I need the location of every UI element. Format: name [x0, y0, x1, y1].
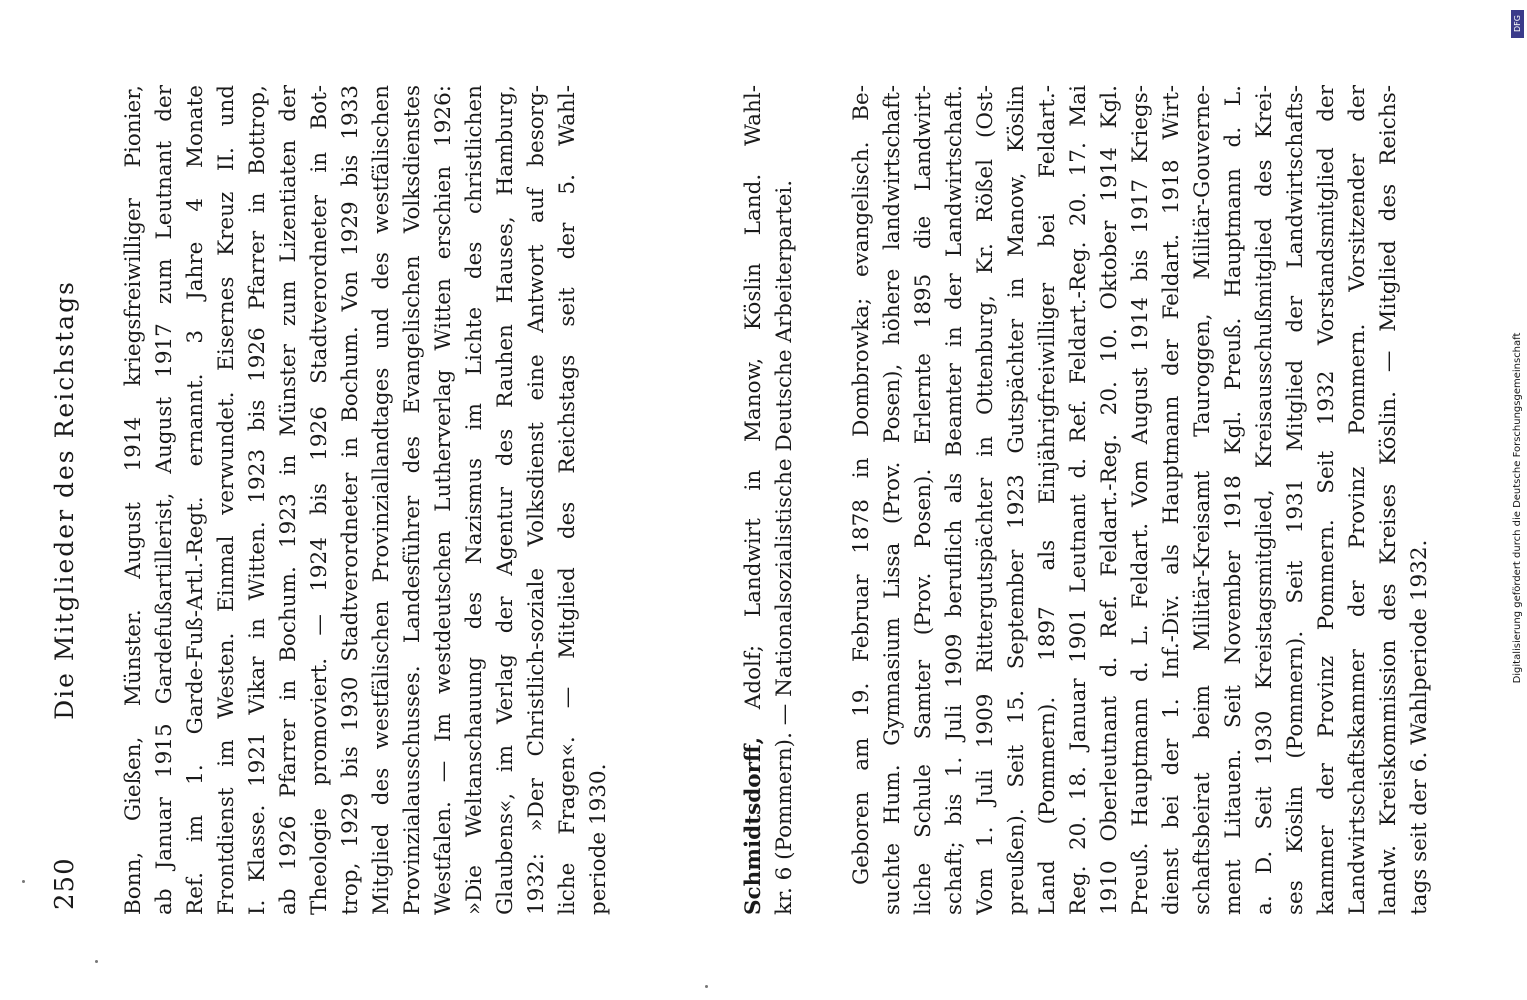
- text-line: periode 1930.: [586, 763, 611, 915]
- scan-speck: [95, 960, 98, 963]
- entry-heading-line2: kr. 6 (Pommern). — Nationalsozialistische Deutsche Arbeiterpartei.: [772, 179, 797, 915]
- scan-speck: [22, 880, 25, 883]
- text-line: ses Köslin (Pommern). Seit 1931 Mitglied der Landwirtschafts-: [1283, 85, 1308, 915]
- text-line: Reg. 20. 18. Januar 1901 Leutnant d. Ref. Feldart.-Reg. 20. 17. Mai: [1066, 85, 1091, 915]
- text-line: a. D. Seit 1930 Kreistagsmitglied, Kreisausschußmitglied des Krei-: [1252, 85, 1277, 915]
- text-line: »Die Weltanschauung des Nazismus im Lichte des christlichen: [462, 85, 487, 915]
- entry-schmidtsdorff: [738, 85, 1435, 915]
- heading-text: Adolf; Landwirt in Manow, Köslin Land. Wahl-: [741, 85, 766, 737]
- text-line: Frontdienst im Westen. Einmal verwundet. Eisernes Kreuz II. und: [214, 85, 239, 915]
- text-line: Geboren am 19. Februar 1878 in Dombrowka; evangelisch. Be-: [849, 85, 874, 885]
- digitization-note: Digitalisierung gefördert durch die Deutsche Forschungsgemeinschaft: [1512, 332, 1523, 684]
- text-line: Landwirtschaftskammer der Provinz Pommern. Vorsitzender der: [1345, 85, 1370, 915]
- text-line: Bonn, Gießen, Münster. August 1914 kriegsfreiwilliger Pionier,: [121, 85, 146, 915]
- text-line: Vom 1. Juli 1909 Rittergutspächter in Ottenburg, Kr. Rößel (Ost-: [973, 85, 998, 915]
- page-number: 250: [50, 857, 80, 910]
- text-line: liche Schule Samter (Prov. Posen). Erlernte 1895 die Landwirt-: [911, 85, 936, 915]
- text-line: Provinzialausschusses. Landesführer des Evangelischen Volksdienstes: [400, 85, 425, 915]
- member-name: Schmidtsdorff,: [741, 736, 766, 915]
- text-line: 1910 Oberleutnant d. Ref. Feldart.-Reg. 20. 10. Oktober 1914 Kgl.: [1097, 85, 1122, 915]
- text-line: Preuß. Hauptmann d. L. Feldart. Vom August 1914 bis 1917 Kriegs-: [1128, 85, 1153, 915]
- text-line: schaft; bis 1. Juli 1909 beruflich als Beamter in der Landwirtschaft.: [942, 85, 967, 915]
- running-title: Die Mitglieder des Reichstags: [50, 280, 79, 720]
- text-line: I. Klasse. 1921 Vikar in Witten. 1923 bis 1926 Pfarrer in Bottrop,: [245, 85, 270, 915]
- text-line: 1932: »Der Christlich-soziale Volksdienst eine Antwort auf besorg-: [524, 85, 549, 915]
- text-line: liche Fragen«. — Mitglied des Reichstags seit der 5. Wahl-: [555, 85, 580, 915]
- dfg-logo: DFG: [1511, 10, 1524, 38]
- text-line: landw. Kreiskommission des Kreises Köslin. — Mitglied des Reichs-: [1376, 85, 1401, 915]
- text-line: Land (Pommern). 1897 als Einjährigfreiwilliger bei Feldart.-: [1035, 85, 1060, 915]
- scan-speck: [705, 985, 708, 988]
- text-line: Theologie promoviert. — 1924 bis 1926 Stadtverordneter in Bot-: [307, 85, 332, 915]
- text-line: Westfalen. — Im westdeutschen Lutherverlag Witten erschien 1926:: [431, 85, 456, 915]
- text-line: schaftsbeirat beim Militär-Kreisamt Tauroggen, Militär-Gouverne-: [1190, 85, 1215, 915]
- text-line: trop, 1929 bis 1930 Stadtverordneter in Bochum. Von 1929 bis 1933: [338, 85, 363, 915]
- text-line: Glaubens«, im Verlag der Agentur des Rauhen Hauses, Hamburg,: [493, 85, 518, 915]
- entry-heading: [738, 85, 769, 915]
- text-line: suchte Hum. Gymnasium Lissa (Prov. Posen), höhere landwirtschaft-: [880, 85, 905, 915]
- text-line: Ref. im 1. Garde-Fuß-Artl.-Regt. ernannt. 3 Jahre 4 Monate: [183, 85, 208, 915]
- text-line: ment Litauen. Seit November 1918 Kgl. Preuß. Hauptmann d. L.: [1221, 85, 1246, 915]
- text-line: Mitglied des westfälischen Provinziallandtages und des westfälischen: [369, 85, 394, 915]
- entry-continuation: [118, 85, 614, 915]
- text-line: preußen). Seit 15. September 1923 Gutspächter in Manow, Köslin: [1004, 85, 1029, 915]
- text-line: dienst bei der 1. Inf.-Div. als Hauptmann der Feldart. 1918 Wirt-: [1159, 85, 1184, 915]
- text-line: ab 1926 Pfarrer in Bochum. 1923 in Münster zum Lizentiaten der: [276, 85, 301, 915]
- page-header: [50, 90, 90, 910]
- text-line: kammer der Provinz Pommern. Seit 1932 Vorstandsmitglied der: [1314, 85, 1339, 915]
- text-line: ab Januar 1915 Gardefußartillerist, August 1917 zum Leutnant der: [152, 85, 177, 915]
- text-line: tags seit der 6. Wahlperiode 1932.: [1407, 539, 1432, 915]
